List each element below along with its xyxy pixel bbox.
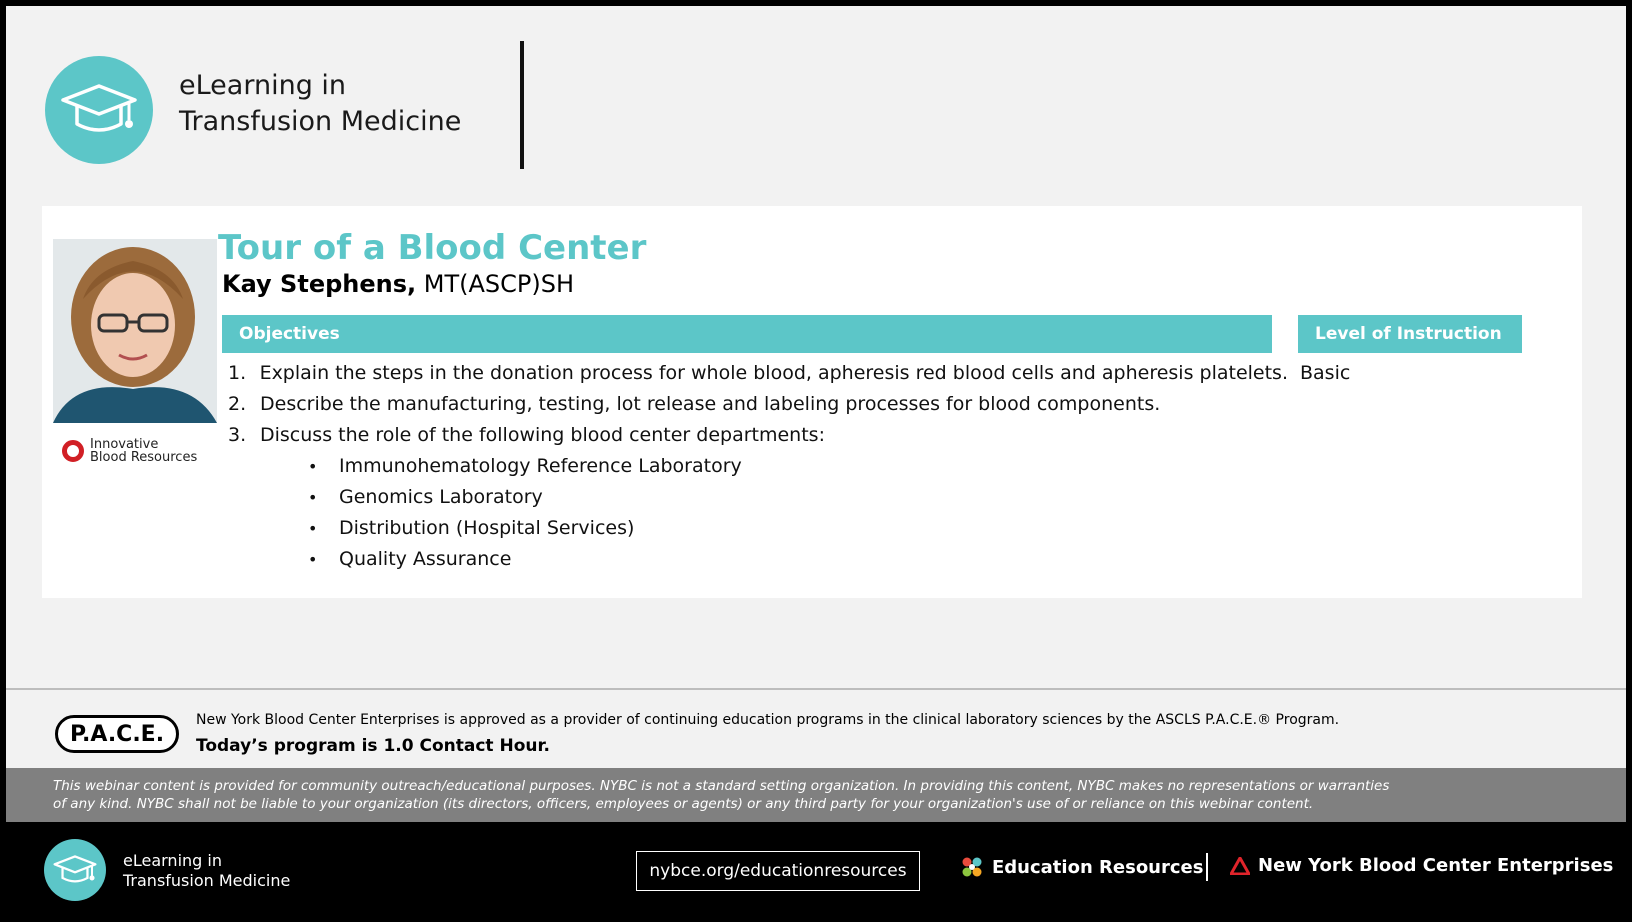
objective-item (228, 420, 1288, 451)
footer-title-line1: eLearning in (123, 851, 222, 870)
bullet: • (308, 488, 318, 507)
nybce-label: New York Blood Center Enterprises (1258, 855, 1614, 876)
elearning-logo (45, 56, 153, 164)
objective-number: 3. (228, 424, 247, 446)
pinwheel-icon (960, 855, 984, 879)
level-value: Basic (1300, 362, 1351, 384)
department-item (228, 482, 1288, 513)
nybce-brand (1230, 855, 1613, 876)
footer-brand-divider (1206, 853, 1208, 881)
level-heading: Level of Instruction (1298, 315, 1522, 353)
footer-title (123, 851, 290, 891)
header-divider (520, 41, 524, 169)
objectives-list (228, 358, 1288, 575)
contact-hours: Today’s program is 1.0 Contact Hour. (196, 736, 550, 756)
education-resources-brand (960, 855, 1203, 879)
speaker-photo (53, 239, 217, 423)
bullet: • (308, 519, 318, 538)
department-item (228, 451, 1288, 482)
speaker-name: Kay Stephens, (222, 270, 417, 298)
bullet: • (308, 550, 318, 569)
nybce-triangle-icon (1230, 857, 1250, 875)
department-text: Distribution (Hospital Services) (339, 517, 635, 539)
objective-text: Describe the manufacturing, testing, lot release and labeling processes for blood components. (260, 393, 1161, 415)
objectives-heading: Objectives (222, 315, 1272, 353)
disclaimer-line1: This webinar content is provided for community outreach/educational purposes. NYBC is not a standard setting organization. In providing this content, NYBC makes no representations or warranties (53, 778, 1390, 794)
footer-elearning-logo (44, 839, 106, 901)
objective-text: Discuss the role of the following blood center departments: (260, 424, 825, 446)
slide (6, 6, 1626, 916)
department-text: Immunohematology Reference Laboratory (339, 455, 742, 477)
course-card (42, 206, 1582, 598)
department-text: Quality Assurance (339, 548, 512, 570)
graduation-cap-icon (59, 80, 139, 140)
education-resources-label: Education Resources (992, 856, 1204, 878)
org-name-line2: Blood Resources (90, 450, 198, 465)
header-title (179, 68, 461, 140)
bottom-bar (6, 822, 1626, 916)
organization-logo (62, 438, 197, 464)
disclaimer (6, 768, 1626, 822)
department-item (228, 513, 1288, 544)
footer-title-line2: Transfusion Medicine (123, 871, 291, 890)
objective-item (228, 358, 1288, 389)
education-resources-link[interactable]: nybce.org/educationresources (636, 851, 920, 891)
disclaimer-line2: of any kind. NYBC shall not be liable to your organization (its directors, officers, employees or agents) or any third party for your organization's use of or reliance on this webinar content. (53, 796, 1314, 812)
department-text: Genomics Laboratory (339, 486, 543, 508)
objective-text: Explain the steps in the donation process for whole blood, apheresis red blood cells and apheresis platelets. (259, 362, 1288, 384)
course-title: Tour of a Blood Center (218, 228, 647, 268)
speaker (222, 270, 574, 298)
bullet: • (308, 457, 318, 476)
org-name-line1: Innovative (90, 437, 159, 452)
objective-number: 2. (228, 393, 247, 415)
footer-divider (6, 688, 1626, 690)
header-title-line2: Transfusion Medicine (179, 106, 462, 137)
pace-badge: P.A.C.E. (55, 715, 179, 753)
graduation-cap-icon (52, 853, 98, 887)
pace-approval-text: New York Blood Center Enterprises is approved as a provider of continuing education programs in the clinical laboratory sciences by the ASCLS P.A.C.E.® Program. (196, 712, 1340, 728)
objective-number: 1. (228, 362, 247, 384)
department-item (228, 544, 1288, 575)
innovative-blood-resources-logo-icon (62, 440, 84, 462)
speaker-credentials: MT(ASCP)SH (416, 270, 575, 298)
header-title-line1: eLearning in (179, 70, 347, 101)
objective-item (228, 389, 1288, 420)
